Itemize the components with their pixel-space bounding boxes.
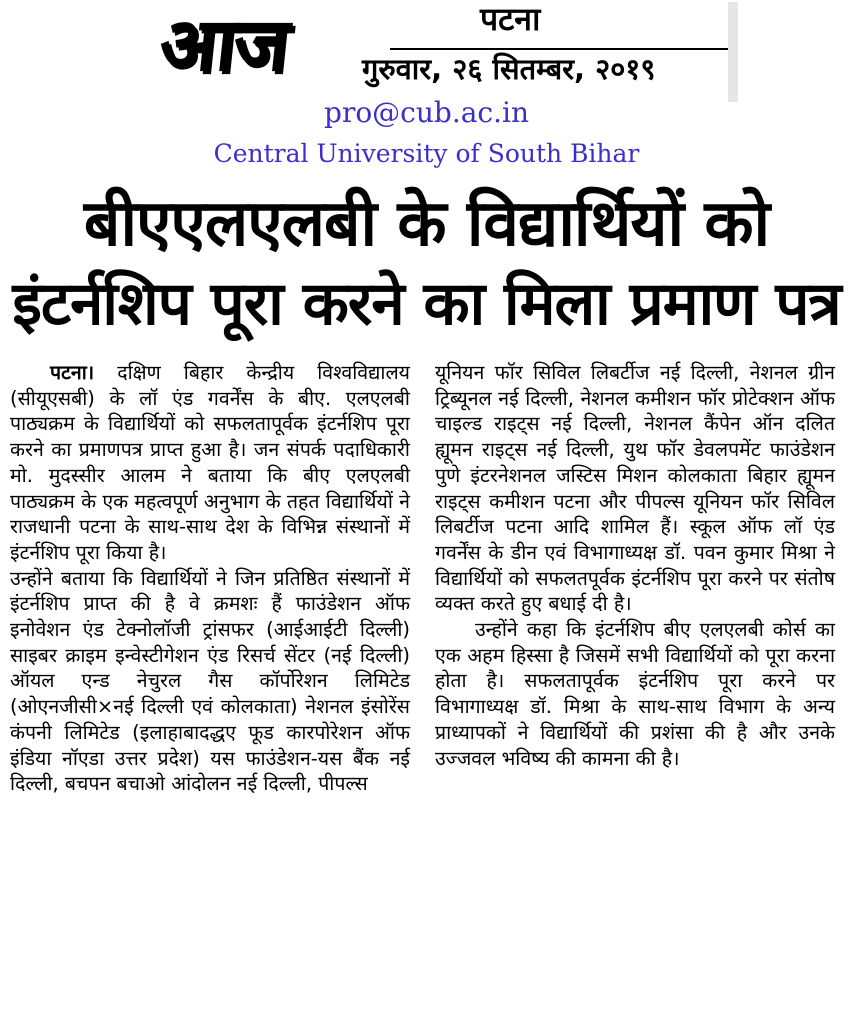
article-text: दक्षिण बिहार केन्द्रीय विश्वविद्यालय (सीयूएसबी) के लॉ एंड गवर्नेंस के बीए. एलएलबी पाठ्यक्रम के विद्यार्थियों को सफलतापूर्वक इंटर्नशिप पूरा करने का प्रमाणपत्र प्राप्त हुआ है। जन संपर्क पदाधिकारी मो. मुदस्सीर आलम ने बताया कि बीए एलएलबी पाठ्यक्रम के एक महत्वपूर्ण अनुभाग के तहत विद्यार्थियों ने राजधानी पटना के साथ-साथ देश के विभिन्न संस्थानों में इंटर्नशिप पूरा किया है।: [10, 361, 410, 564]
edition-date: गुरुवार, २६ सितम्बर, २०१९: [362, 52, 656, 86]
headline-line-1: बीएएलएलबी के विद्यार्थियों को: [83, 187, 770, 261]
article-dateline: पटना।: [50, 361, 95, 384]
article-paragraph: उन्होंने बताया कि विद्यार्थियों ने जिन प्रतिष्ठित संस्थानों में इंटर्नशिप प्राप्त की है वे क्रमशः हैं फाउंडेशन ऑफ इनोवेशन एंड टेक्नोलॉजी ट्रांसफर (आईआईटी दिल्ली) साइबर क्राइम इन्वेस्टीगेशन एंड रिसर्च सेंटर (नई दिल्ली) ऑयल एन्ड नेचुरल गैस कॉर्पोरेशन लिमिटेड (ओएनजीसी×नई दिल्ली एवं कोलकाता) नेशनल इंसोरेंस कंपनी लिमिटेड (इलाहाबादद्धए फूड कारपोरेशन ऑफ इंडिया नॉएडा उत्तर प्रदेश) यस फाउंडेशन-यस बैंक नई दिल्ली, बचपन बचाओ आंदोलन नई दिल्ली, पीपल्स: [10, 566, 410, 796]
article-column-left: [10, 360, 410, 1000]
article-paragraph: [10, 360, 410, 566]
edition-info: [360, 0, 736, 100]
edition-city: पटना: [480, 0, 541, 38]
headline-line-2: इंटर्नशिप पूरा करने का मिला प्रमाण पत्र: [12, 269, 841, 339]
edition-divider: [390, 48, 736, 50]
newspaper-logo: आज: [155, 2, 292, 88]
article-paragraph: उन्होंने कहा कि इंटर्नशिप बीए एलएलबी कोर्स का एक अहम हिस्सा है जिसमें सभी विद्यार्थियों को पूरा करना होता है। सफलतापूर्वक इंटर्नशिप पूरा करने पर विभागाध्यक्ष डॉ. मिश्रा के साथ-साथ विभाग के अन्य प्राध्यापकों ने विद्यार्थियों की प्रशंसा की है और उनके उज्जवल भविष्य की कामना की है।: [435, 618, 835, 770]
margin-bar: [728, 2, 738, 102]
article-column-right: [435, 360, 835, 1000]
article-paragraph: यूनियन फॉर सिविल लिबर्टीज नई दिल्ली, नेशनल ग्रीन ट्रिब्यूनल नई दिल्ली, नेशनल कमीशन फॉर प्रोटेक्शन ऑफ चाइल्ड राइट्स नई दिल्ली, नेशनल कैंपेन ऑन दलित ह्यूमन राइट्स नई दिल्ली, युथ फॉर डेवलपमेंट फाउंडेशन पुणे इंटरनेशनल जस्टिस मिशन कोलकाता बिहार ह्यूमन राइट्स कमीशन पटना और पीपल्स यूनियन फॉर सिविल लिबर्टीज पटना आदि शामिल हैं। स्कूल ऑफ लॉ एंड गवर्नेंस के डीन एवं विभागाध्यक्ष डॉ. पवन कुमार मिश्रा ने विद्यार्थियों को सफलतपूर्वक इंटर्नशिप पूरा करने पर संतोष व्यक्त करते हुए बधाई दी है।: [435, 361, 835, 616]
clipping-email: pro@cub.ac.in: [324, 96, 529, 129]
clipping-source: Central University of South Bihar: [213, 139, 640, 168]
